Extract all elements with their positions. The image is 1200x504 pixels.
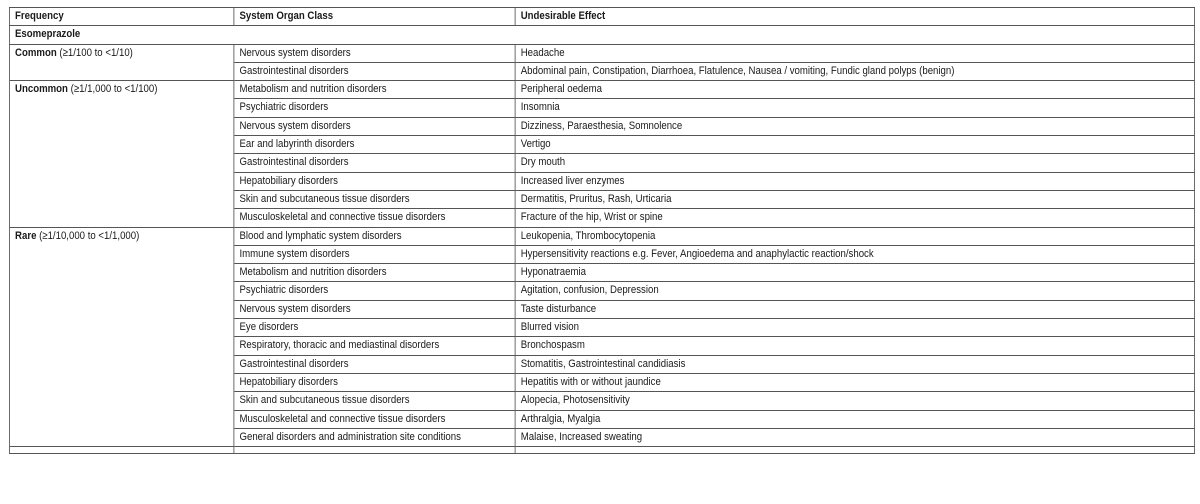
table-row xyxy=(9,264,1194,282)
table-row xyxy=(9,392,1194,410)
soc-cell: Gastrointestinal disorders xyxy=(234,154,515,172)
frequency-cell-empty xyxy=(9,136,233,154)
frequency-range: (≥1/1,000 to <1/100) xyxy=(67,83,158,96)
table-row xyxy=(9,373,1194,391)
effect-cell: Vertigo xyxy=(515,136,1194,154)
adverse-effects-table xyxy=(9,7,1195,454)
table-row xyxy=(9,62,1194,80)
frequency-cell-empty xyxy=(9,245,233,263)
table-row xyxy=(9,428,1194,446)
table-row xyxy=(9,99,1194,117)
frequency-cell-empty xyxy=(9,392,233,410)
effect-cell: Dermatitis, Pruritus, Rash, Urticaria xyxy=(515,190,1194,208)
frequency-range: (≥1/100 to <1/10) xyxy=(56,46,133,59)
frequency-cell-empty xyxy=(9,190,233,208)
table-row xyxy=(9,154,1194,172)
effect-cell: Insomnia xyxy=(515,99,1194,117)
frequency-cell-empty xyxy=(9,99,233,117)
soc-cell: Hepatobiliary disorders xyxy=(234,172,515,190)
soc-cell: Metabolism and nutrition disorders xyxy=(234,264,515,282)
frequency-cell-empty xyxy=(9,154,233,172)
table-row xyxy=(9,355,1194,373)
header-system-organ-class: System Organ Class xyxy=(234,8,515,26)
effect-cell: Hepatitis with or without jaundice xyxy=(515,373,1194,391)
table-row xyxy=(9,227,1194,245)
effect-cell: Hypersensitivity reactions e.g. Fever, Angioedema and anaphylactic reaction/shock xyxy=(515,245,1194,263)
soc-cell: Gastrointestinal disorders xyxy=(234,355,515,373)
table-row xyxy=(9,319,1194,337)
table-row xyxy=(9,245,1194,263)
cutoff-cell xyxy=(515,447,1194,454)
soc-cell: Ear and labyrinth disorders xyxy=(234,136,515,154)
soc-cell: Immune system disorders xyxy=(234,245,515,263)
frequency-label: Uncommon xyxy=(15,83,68,96)
frequency-cell-empty xyxy=(9,373,233,391)
cutoff-cell xyxy=(234,447,515,454)
table-row xyxy=(9,81,1194,99)
frequency-cell-empty xyxy=(9,62,233,80)
effect-cell: Hyponatraemia xyxy=(515,264,1194,282)
soc-cell: Psychiatric disorders xyxy=(234,282,515,300)
effect-cell: Peripheral oedema xyxy=(515,81,1194,99)
soc-cell: Psychiatric disorders xyxy=(234,99,515,117)
table-row xyxy=(9,136,1194,154)
frequency-label: Rare xyxy=(15,229,37,242)
table-row xyxy=(9,337,1194,355)
frequency-cell-empty xyxy=(9,209,233,227)
soc-cell: Eye disorders xyxy=(234,319,515,337)
table-row xyxy=(9,44,1194,62)
effect-cell: Dry mouth xyxy=(515,154,1194,172)
effect-cell: Alopecia, Photosensitivity xyxy=(515,392,1194,410)
soc-cell: Nervous system disorders xyxy=(234,300,515,318)
table-row xyxy=(9,300,1194,318)
table-wrapper xyxy=(9,7,1194,454)
table-row xyxy=(9,410,1194,428)
effect-cell: Fracture of the hip, Wrist or spine xyxy=(515,209,1194,227)
soc-cell: Blood and lymphatic system disorders xyxy=(234,227,515,245)
frequency-cell-empty xyxy=(9,264,233,282)
cutoff-cell xyxy=(9,447,233,454)
soc-cell: General disorders and administration site conditions xyxy=(234,428,515,446)
frequency-cell-empty xyxy=(9,319,233,337)
frequency-cell-empty xyxy=(9,300,233,318)
effect-cell: Agitation, confusion, Depression xyxy=(515,282,1194,300)
frequency-label: Common xyxy=(15,46,57,59)
soc-cell: Metabolism and nutrition disorders xyxy=(234,81,515,99)
table-row-cutoff xyxy=(9,447,1194,454)
header-row xyxy=(9,8,1194,26)
effect-cell: Blurred vision xyxy=(515,319,1194,337)
effect-cell: Taste disturbance xyxy=(515,300,1194,318)
table-row xyxy=(9,190,1194,208)
effect-cell: Leukopenia, Thrombocytopenia xyxy=(515,227,1194,245)
effect-cell: Arthralgia, Myalgia xyxy=(515,410,1194,428)
frequency-cell-empty xyxy=(9,337,233,355)
drug-name: Esomeprazole xyxy=(9,26,1194,44)
header-frequency: Frequency xyxy=(9,8,233,26)
effect-cell: Bronchospasm xyxy=(515,337,1194,355)
soc-cell: Hepatobiliary disorders xyxy=(234,373,515,391)
frequency-cell xyxy=(9,81,233,99)
frequency-cell-empty xyxy=(9,355,233,373)
soc-cell: Skin and subcutaneous tissue disorders xyxy=(234,190,515,208)
frequency-cell-empty xyxy=(9,410,233,428)
table-row xyxy=(9,209,1194,227)
soc-cell: Nervous system disorders xyxy=(234,44,515,62)
table-row xyxy=(9,172,1194,190)
soc-cell: Respiratory, thoracic and mediastinal disorders xyxy=(234,337,515,355)
frequency-range: (≥1/10,000 to <1/1,000) xyxy=(36,229,140,242)
soc-cell: Musculoskeletal and connective tissue disorders xyxy=(234,410,515,428)
table-row xyxy=(9,282,1194,300)
effect-cell: Increased liver enzymes xyxy=(515,172,1194,190)
effect-cell: Stomatitis, Gastrointestinal candidiasis xyxy=(515,355,1194,373)
table-row xyxy=(9,117,1194,135)
frequency-cell-empty xyxy=(9,117,233,135)
soc-cell: Musculoskeletal and connective tissue disorders xyxy=(234,209,515,227)
effect-cell: Malaise, Increased sweating xyxy=(515,428,1194,446)
effect-cell: Dizziness, Paraesthesia, Somnolence xyxy=(515,117,1194,135)
soc-cell: Nervous system disorders xyxy=(234,117,515,135)
header-undesirable-effect: Undesirable Effect xyxy=(515,8,1194,26)
soc-cell: Skin and subcutaneous tissue disorders xyxy=(234,392,515,410)
table-body xyxy=(9,26,1194,454)
effect-cell: Abdominal pain, Constipation, Diarrhoea, Flatulence, Nausea / vomiting, Fundic gland polyps (benign) xyxy=(515,62,1194,80)
frequency-cell xyxy=(9,44,233,62)
drug-row xyxy=(9,26,1194,44)
effect-cell: Headache xyxy=(515,44,1194,62)
soc-cell: Gastrointestinal disorders xyxy=(234,62,515,80)
frequency-cell-empty xyxy=(9,282,233,300)
frequency-cell-empty xyxy=(9,172,233,190)
frequency-cell xyxy=(9,227,233,245)
frequency-cell-empty xyxy=(9,428,233,446)
